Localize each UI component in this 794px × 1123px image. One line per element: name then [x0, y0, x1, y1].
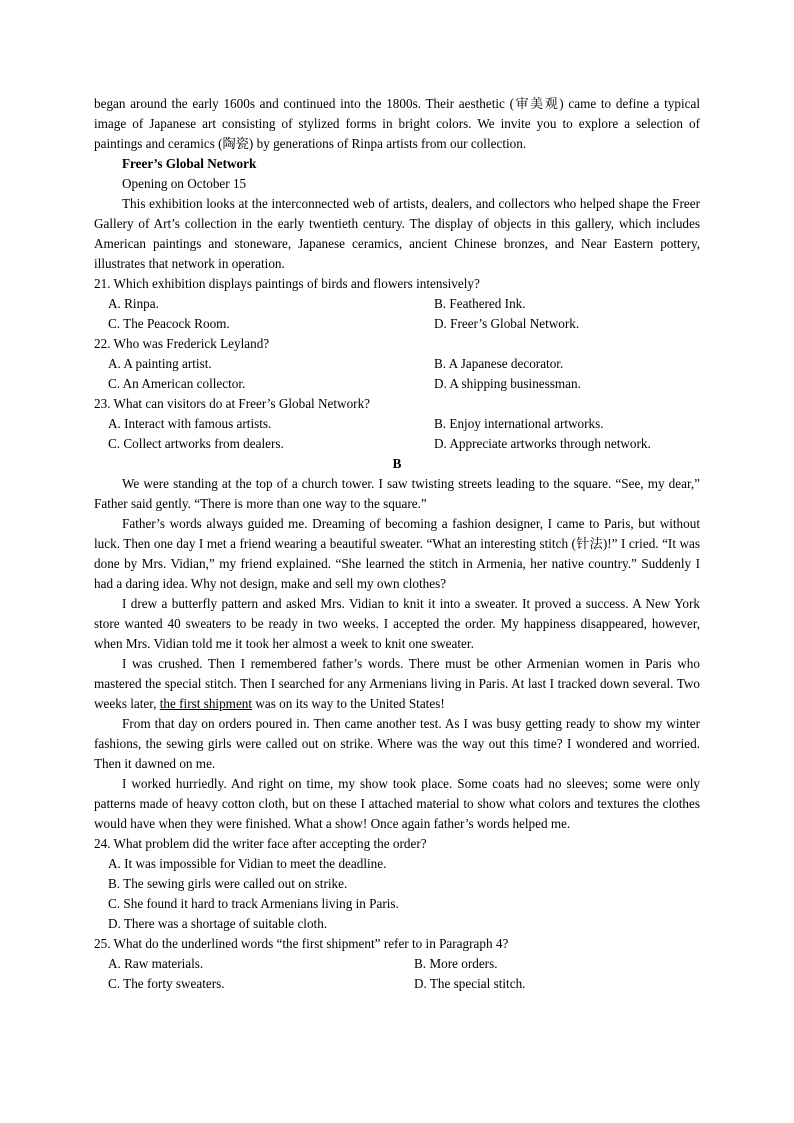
option-b[interactable]: B. Enjoy international artworks.: [434, 416, 604, 431]
exhibition-opening-date: Opening on October 15: [122, 176, 247, 191]
passage-b-paragraph: Father’s words always guided me. Dreaming of becoming a fashion designer, I came to Paris, but without luck. Then one day I met a friend wearing a beautiful sweater. “What an interesting stitch (针法)!” I cried. “It was done by Mrs. Vidian,” my friend explained. “She learned the stitch in Armenia, her native country.” Suddenly I had a daring idea. Why not design, make and sell my own clothes?: [94, 516, 700, 591]
section-b-label: B: [392, 456, 402, 471]
question-text: 21. Which exhibition displays paintings of birds and flowers intensively?: [94, 276, 480, 291]
question-21: [94, 274, 700, 334]
option-a[interactable]: A. Interact with famous artists.: [108, 416, 272, 431]
question-24: [94, 834, 700, 934]
option-d[interactable]: D. The special stitch.: [414, 976, 526, 991]
option-c[interactable]: C. An American collector.: [108, 376, 246, 391]
underlined-phrase: the first shipment: [159, 696, 253, 711]
option-a[interactable]: A. A painting artist.: [108, 356, 212, 371]
option-c[interactable]: C. The Peacock Room.: [108, 316, 230, 331]
exam-page: [94, 94, 700, 994]
option-a[interactable]: A. It was impossible for Vidian to meet the deadline.: [108, 856, 387, 871]
question-text: 25. What do the underlined words “the first shipment” refer to in Paragraph 4?: [94, 936, 509, 951]
passage-a-paragraph: began around the early 1600s and continued into the 1800s. Their aesthetic (审美观) came to define a typical image of Japanese art consisting of stylized forms in bright colors. We invite you to explore a selection of paintings and ceramics (陶瓷) by generations of Rinpa artists from our collection.: [94, 96, 700, 151]
option-b[interactable]: B. More orders.: [414, 956, 498, 971]
question-25: [94, 934, 700, 994]
question-text: 23. What can visitors do at Freer’s Global Network?: [94, 396, 371, 411]
paragraph-text: was on its way to the United States!: [252, 696, 445, 711]
option-a[interactable]: A. Raw materials.: [108, 956, 204, 971]
option-c[interactable]: C. She found it hard to track Armenians living in Paris.: [108, 896, 399, 911]
option-b[interactable]: B. The sewing girls were called out on strike.: [108, 876, 348, 891]
option-b[interactable]: B. Feathered Ink.: [434, 296, 526, 311]
exhibition-heading: Freer’s Global Network: [122, 156, 257, 171]
question-23: [94, 394, 700, 454]
option-a[interactable]: A. Rinpa.: [108, 296, 159, 311]
passage-b-paragraph: We were standing at the top of a church tower. I saw twisting streets leading to the square. “See, my dear,” Father said gently. “There is more than one way to the square.”: [94, 476, 700, 511]
passage-b-paragraph: I drew a butterfly pattern and asked Mrs. Vidian to knit it into a sweater. It proved a success. A New York store wanted 40 sweaters to be ready in two weeks. I accepted the order. My happiness disappeared, however, when Mrs. Vidian told me it took her almost a week to knit one sweater.: [94, 596, 700, 651]
passage-b-paragraph: I worked hurriedly. And right on time, my show took place. Some coats had no sleeves; some were only patterns made of heavy cotton cloth, but on these I attached material to show what colors and textures the clothes would have when they were finished. What a show! Once again father’s words helped me.: [94, 776, 700, 831]
option-d[interactable]: D. A shipping businessman.: [434, 376, 581, 391]
paragraph-text: I was crushed. Then I remembered father’s words. There must be other Armenian women in Paris who mastered the special stitch. Then I searched for any Armenians living in Paris. At last I tracked down several. Two weeks later,: [94, 656, 700, 711]
question-text: 24. What problem did the writer face after accepting the order?: [94, 836, 427, 851]
option-c[interactable]: C. Collect artworks from dealers.: [108, 436, 284, 451]
question-22: [94, 334, 700, 394]
option-d[interactable]: D. There was a shortage of suitable cloth.: [108, 916, 328, 931]
option-d[interactable]: D. Appreciate artworks through network.: [434, 436, 651, 451]
option-b[interactable]: B. A Japanese decorator.: [434, 356, 564, 371]
passage-b-paragraph: [94, 654, 700, 714]
option-c[interactable]: C. The forty sweaters.: [108, 976, 225, 991]
passage-a-paragraph: This exhibition looks at the interconnected web of artists, dealers, and collectors who helped shape the Freer Gallery of Art’s collection in the early twentieth century. The display of objects in this gallery, which includes American paintings and stoneware, Japanese ceramics, ancient Chinese bronzes, and Near Eastern pottery, illustrates that network in operation.: [94, 196, 700, 271]
option-d[interactable]: D. Freer’s Global Network.: [434, 316, 580, 331]
question-text: 22. Who was Frederick Leyland?: [94, 336, 270, 351]
passage-b-paragraph: From that day on orders poured in. Then came another test. As I was busy getting ready to show my winter fashions, the sewing girls were called out on strike. Where was the way out this time? I wondered and worried. Then it dawned on me.: [94, 716, 700, 771]
